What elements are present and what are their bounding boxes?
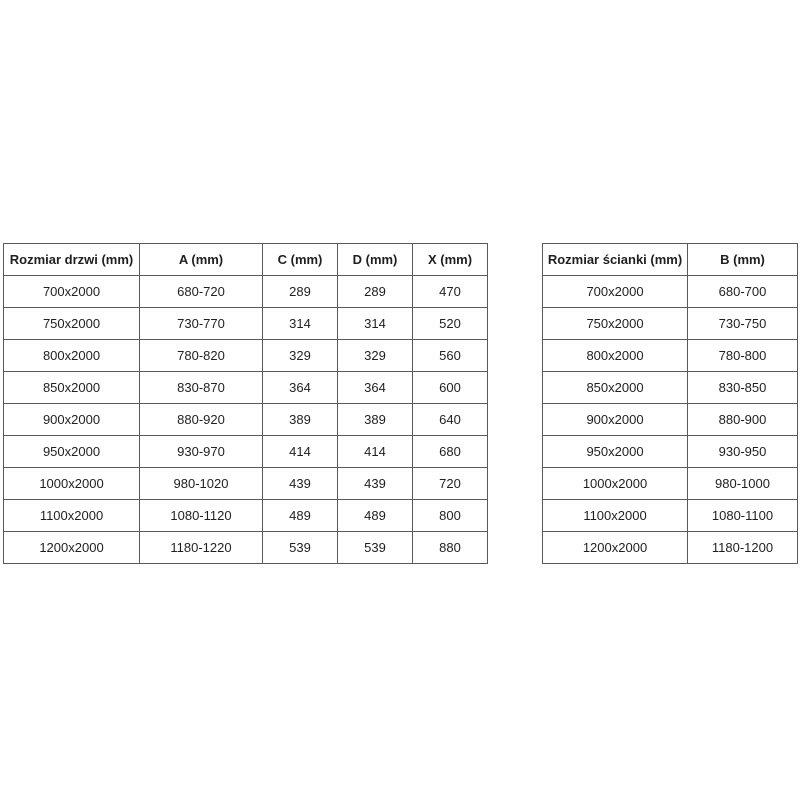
header-cell: C (mm) — [263, 244, 338, 276]
header-cell: A (mm) — [140, 244, 263, 276]
table-cell: 700x2000 — [543, 276, 688, 308]
table-cell: 1080-1120 — [140, 500, 263, 532]
header-cell: Rozmiar ścianki (mm) — [543, 244, 688, 276]
table-cell: 850x2000 — [543, 372, 688, 404]
table-cell: 1000x2000 — [4, 468, 140, 500]
table-cell: 880-920 — [140, 404, 263, 436]
table-row — [543, 308, 798, 340]
table-row — [4, 308, 488, 340]
table-cell: 364 — [338, 372, 413, 404]
table-cell: 439 — [263, 468, 338, 500]
table-cell: 680 — [413, 436, 488, 468]
header-cell: D (mm) — [338, 244, 413, 276]
table-cell: 389 — [263, 404, 338, 436]
table-cell: 950x2000 — [543, 436, 688, 468]
table-row — [4, 532, 488, 564]
table-cell: 730-770 — [140, 308, 263, 340]
table-cell: 680-720 — [140, 276, 263, 308]
table-cell: 850x2000 — [4, 372, 140, 404]
table-cell: 930-970 — [140, 436, 263, 468]
table-cell: 680-700 — [688, 276, 798, 308]
table-cell: 830-850 — [688, 372, 798, 404]
table-row — [543, 340, 798, 372]
header-cell: Rozmiar drzwi (mm) — [4, 244, 140, 276]
table-cell: 289 — [263, 276, 338, 308]
table-cell: 780-800 — [688, 340, 798, 372]
table-cell: 930-950 — [688, 436, 798, 468]
table-row — [4, 340, 488, 372]
table-row — [543, 276, 798, 308]
table-cell: 830-870 — [140, 372, 263, 404]
table-row — [4, 276, 488, 308]
table-cell: 439 — [338, 468, 413, 500]
table-cell: 414 — [263, 436, 338, 468]
table-cell: 880-900 — [688, 404, 798, 436]
door-size-table — [3, 243, 488, 564]
table-cell: 329 — [263, 340, 338, 372]
table-cell: 389 — [338, 404, 413, 436]
table-row — [4, 404, 488, 436]
wall-size-table — [542, 243, 798, 564]
table-cell: 314 — [263, 308, 338, 340]
header-row — [543, 244, 798, 276]
table-cell: 980-1000 — [688, 468, 798, 500]
table-cell: 1100x2000 — [543, 500, 688, 532]
table-row — [4, 500, 488, 532]
table-cell: 900x2000 — [543, 404, 688, 436]
table-cell: 780-820 — [140, 340, 263, 372]
table-row — [543, 372, 798, 404]
table-cell: 880 — [413, 532, 488, 564]
table-row — [543, 468, 798, 500]
table-row — [543, 436, 798, 468]
table-row — [4, 372, 488, 404]
table-cell: 750x2000 — [543, 308, 688, 340]
table-cell: 800x2000 — [543, 340, 688, 372]
table-cell: 1080-1100 — [688, 500, 798, 532]
table-cell: 470 — [413, 276, 488, 308]
table-cell: 800 — [413, 500, 488, 532]
table-cell: 640 — [413, 404, 488, 436]
table-cell: 900x2000 — [4, 404, 140, 436]
table-cell: 980-1020 — [140, 468, 263, 500]
header-cell: B (mm) — [688, 244, 798, 276]
table-row — [4, 436, 488, 468]
table-row — [4, 468, 488, 500]
table-cell: 1000x2000 — [543, 468, 688, 500]
table-cell: 364 — [263, 372, 338, 404]
table-cell: 539 — [263, 532, 338, 564]
header-row — [4, 244, 488, 276]
table-cell: 800x2000 — [4, 340, 140, 372]
table-cell: 1200x2000 — [4, 532, 140, 564]
table-cell: 289 — [338, 276, 413, 308]
table-cell: 539 — [338, 532, 413, 564]
table-cell: 950x2000 — [4, 436, 140, 468]
table-row — [543, 532, 798, 564]
table-cell: 720 — [413, 468, 488, 500]
table-cell: 750x2000 — [4, 308, 140, 340]
table-cell: 600 — [413, 372, 488, 404]
table-cell: 560 — [413, 340, 488, 372]
table-cell: 1100x2000 — [4, 500, 140, 532]
table-cell: 730-750 — [688, 308, 798, 340]
table-cell: 314 — [338, 308, 413, 340]
table-row — [543, 500, 798, 532]
header-cell: X (mm) — [413, 244, 488, 276]
table-cell: 489 — [263, 500, 338, 532]
table-cell: 329 — [338, 340, 413, 372]
table-cell: 700x2000 — [4, 276, 140, 308]
table-cell: 1180-1200 — [688, 532, 798, 564]
table-cell: 520 — [413, 308, 488, 340]
table-cell: 489 — [338, 500, 413, 532]
table-row — [543, 404, 798, 436]
table-cell: 1180-1220 — [140, 532, 263, 564]
table-cell: 1200x2000 — [543, 532, 688, 564]
table-cell: 414 — [338, 436, 413, 468]
